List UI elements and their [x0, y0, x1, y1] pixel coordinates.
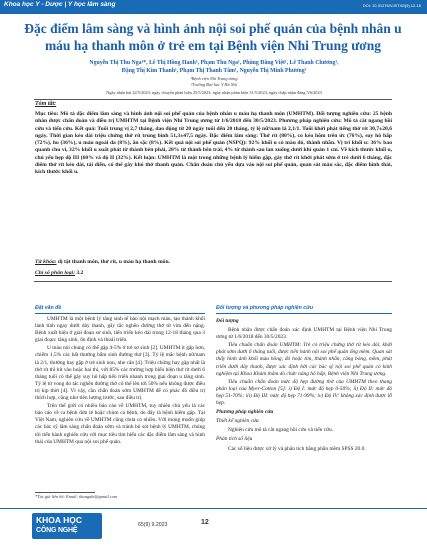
- affiliations: [30, 76, 398, 87]
- keywords: [35, 259, 392, 265]
- abstract-label: Tóm tắt:: [35, 101, 57, 107]
- paragraph: Tiêu chuẩn chẩn đoán mức độ hẹp đường thở của UMHTM theo thang phân loại của Myer-Cotton [5]: i) Độ I: mức độ hẹp 0-50%; ii) Độ II: mức độ hẹp 51-70%; iii) Độ III: mức độ hẹp 71-99%; iv) Độ IV: không xác định được lỗ hẹp.: [216, 378, 392, 407]
- keywords-text: dị tật thanh môn, thở rít, u máu hạ thanh môn.: [56, 259, 170, 265]
- right-column: [216, 316, 392, 454]
- divider: [34, 99, 392, 100]
- subheading: Phương pháp nghiên cứu: [216, 409, 274, 416]
- paragraph: Nghiên cứu mô tả cắt ngang hồi cứu và tiến cứu.: [228, 427, 334, 434]
- affiliation: ¹Bệnh viện Nhi Trung ương: [190, 76, 238, 81]
- subheading: Đối tượng: [216, 318, 239, 324]
- logo-text: CÔNG NGHỆ: [36, 527, 78, 534]
- subheading: Phân tích số liệu: [216, 436, 253, 443]
- section-rule: [35, 313, 205, 314]
- paragraph: U máu nói chung có thể gặp 4-5% ở trẻ sơ sinh [2]. UMHTM ít gặp hơn, chiếm 1,5% các bất thường bẩm sinh đường thở [3]. Tỷ lệ mắc bệnh nữ/nam là 2/1, thường hay gặp ở trẻ sinh non, nhe cân [4]. Triệu chứng hay gặp nhất là thở rít thì hít vào hoặc hai thì, với 85% các trường hợp biểu hiện thở rít dưới 6 tháng tuổi có thể gây suy hô hấp tiến triển nhanh trong giai đoạn u tăng sinh. Tỷ lệ tử vong do tắc nghẽn đường thở có thể lên tới 50% nếu không được điều trị kịp thời [4]. Vì vậy, cần chẩn đoán sớm UMHTM để có phác đồ điều trị thích hợp, cũng như tiên lượng trước, sau điều trị.: [35, 345, 205, 402]
- keywords-label: Từ khóa:: [35, 259, 57, 265]
- paragraph: Tiêu chuẩn chẩn đoán UMHTM: Trẻ có triệu chứng thở rít kéo dài, khởi phát sớm dưới 6 tháng tuổi, được tiến hành nội soi phế quản ống mềm. Quan sát thấy hình ảnh khối màu hồng, đỏ hoặc tím, thành nhẵn, căng bóng, mềm, phát triển dưới dây thanh, được xác định bởi các bác sỹ nội soi phế quản có kinh nghiệm tại Khoa Khám thăm dò chức năng hô hấp, Bệnh viện Nhi Trung ương.: [216, 342, 392, 377]
- article-title: Đặc điểm lâm sàng và hình ảnh nội soi phế quản của bệnh nhân u máu hạ thanh môn ở trẻ em tại Bệnh viện Nhi Trung ương: [24, 21, 402, 53]
- section-heading-methods: Đối tượng và phương pháp nghiên cứu: [216, 305, 314, 311]
- subheading: Thiết kế nghiên cứu: [216, 418, 259, 425]
- received-dates: Ngày nhận bài 22/5/2023; ngày chuyển phản biện 25/5/2023; ngày nhận phản biện 31/5/2023; ngày chấp nhận đăng 5/6/2023: [106, 90, 322, 95]
- paragraph: Các số liệu được xử lý và phân tích bằng phần mềm SPSS 20.0.: [228, 445, 366, 452]
- journal-section: Khoa học Y - Dược | Y học lâm sàng: [4, 1, 116, 8]
- section-heading-intro: Đặt vấn đề: [35, 305, 62, 311]
- section-rule: [216, 313, 392, 314]
- footnote-rule: [35, 492, 95, 493]
- subject-index: [35, 270, 83, 276]
- author-list: [30, 59, 398, 75]
- abstract-text: Mục tiêu: Mô tả đặc điểm lâm sàng và hình ảnh nội soi phế quản của bệnh nhân u máu hạ thanh môn (UMHTM). Đối tượng nghiên cứu: 25 bệnh nhân được chẩn đoán và điều trị UMHTM tại Bệnh viện Nhi Trung ương từ 1/6/2018 đến 30/5/2023. Phương pháp nghiên cứu: Mô tả cắt ngang hồi cứu và tiến cứu. Kết quả: Tuổi trung vị 2,7 tháng, dao động từ 20 ngày tuổi đến 20 tháng, tỷ lệ nữ/nam là 2,1/1. Tuổi khởi phát tiếng thở rít 30,7±20,6 ngày. Thời gian kéo dài triệu chứng thở rít trung bình 51,3±47,5 ngày. Đặc điểm lâm sàng: Thở rít (80%), co kéo hõm trên ức (76%), suy hô hấp (72%), ho (36%), u máu ngoài da (8%), ăn sặc (8%). Kết quả nội soi phế quản (NSPQ): 92% khối u có màu đỏ, thành nhẵn. Vị trí khối u: 36% bao quanh chu vi, 32% khối u xuất phát từ thành bên phải, 28% từ thành bên trái, 4% từ thành sau lan xuống dưới khí quản 1 cm. Về kích thước khối u, chủ yếu hẹp độ III (60% và độ II (32%). Kết luận: UMHTM là một trong những bệnh lý hiếm gặp, gây thở rít khởi phát sớm ở trẻ dưới 6 tháng, đặc điểm thở rít kéo dài, tái diễn, có thể gây khó thở thanh quản. Chẩn đoán chủ yếu dựa vào nội soi phế quản, quan sát màu sắc, đặc điểm hình thái, kích thước khối u.: [35, 111, 392, 175]
- page-number: 12: [201, 519, 209, 526]
- author-line: Đặng Thị Kim Thanh¹, Phạm Thị Thanh Tâm¹, Nguyễn Thị Minh Phương²: [121, 68, 307, 74]
- paragraph: Trên thế giới có nhiều báo cáo về UMHTM, tuy nhiên chủ yếu là các báo cáo về ca bệnh đơn lẻ hoặc chùm ca bệnh, do đây là bệnh hiếm gặp. Tại Việt Nam, nghiên cứu về UMHTM cũng chưa có nhiều. Với mong muốn giúp các bác sỹ lâm sàng chẩn đoán sớm và tránh bỏ sót bệnh lý UMHTM, chúng tôi tiến hành nghiên cứu với mục tiêu tìm hiểu các đặc điểm lâm sàng và hình thái của UMHTM qua nội soi phế quản.: [35, 403, 205, 445]
- paragraph: Bệnh nhân được chẩn đoán xác định UMHTM tại Bệnh viện Nhi Trung ương từ 1/6/2018 đến 30/5/2023.: [216, 327, 392, 341]
- left-column: [35, 316, 205, 447]
- issue-number: 65(9) 9.2023: [138, 522, 168, 528]
- divider: [34, 281, 392, 282]
- logo-text: KHOA HỌC: [36, 515, 82, 525]
- affiliation: ²Trường Đại học Y Hà Nội: [191, 81, 237, 87]
- author-line: Nguyễn Thị Thu Nga¹*, Lê Thị Hồng Hanh¹, Phạm Thu Nga¹, Phùng Đăng Việt¹, Lê Thanh Chương¹,: [89, 60, 339, 66]
- journal-header: [0, 0, 427, 14]
- doi[interactable]: DOI: 10.31276/VJST.65(9).12-15: [362, 3, 421, 8]
- corresponding-author-footnote: *Tác giả liên hệ: Email: thungabi@gmail.com: [35, 494, 118, 499]
- subject-index-label: Chỉ số phân loại:: [35, 270, 75, 276]
- journal-logo: [32, 513, 102, 539]
- paragraph: UMHTM là một bệnh lý tăng sinh tế bào nội mạch máu, tạo thành khối lành tính ngay dưới dây thanh, gây tắc nghẽn đường thở từ vừa đến nặng. Bệnh xuất hiện ở giai đoạn sơ sinh, tiến triển kéo dài trong 12-18 tháng qua 3 giai đoạn: tăng sinh, ổn định và thoái triển.: [35, 316, 205, 344]
- subject-index-value: 3.2: [74, 270, 84, 276]
